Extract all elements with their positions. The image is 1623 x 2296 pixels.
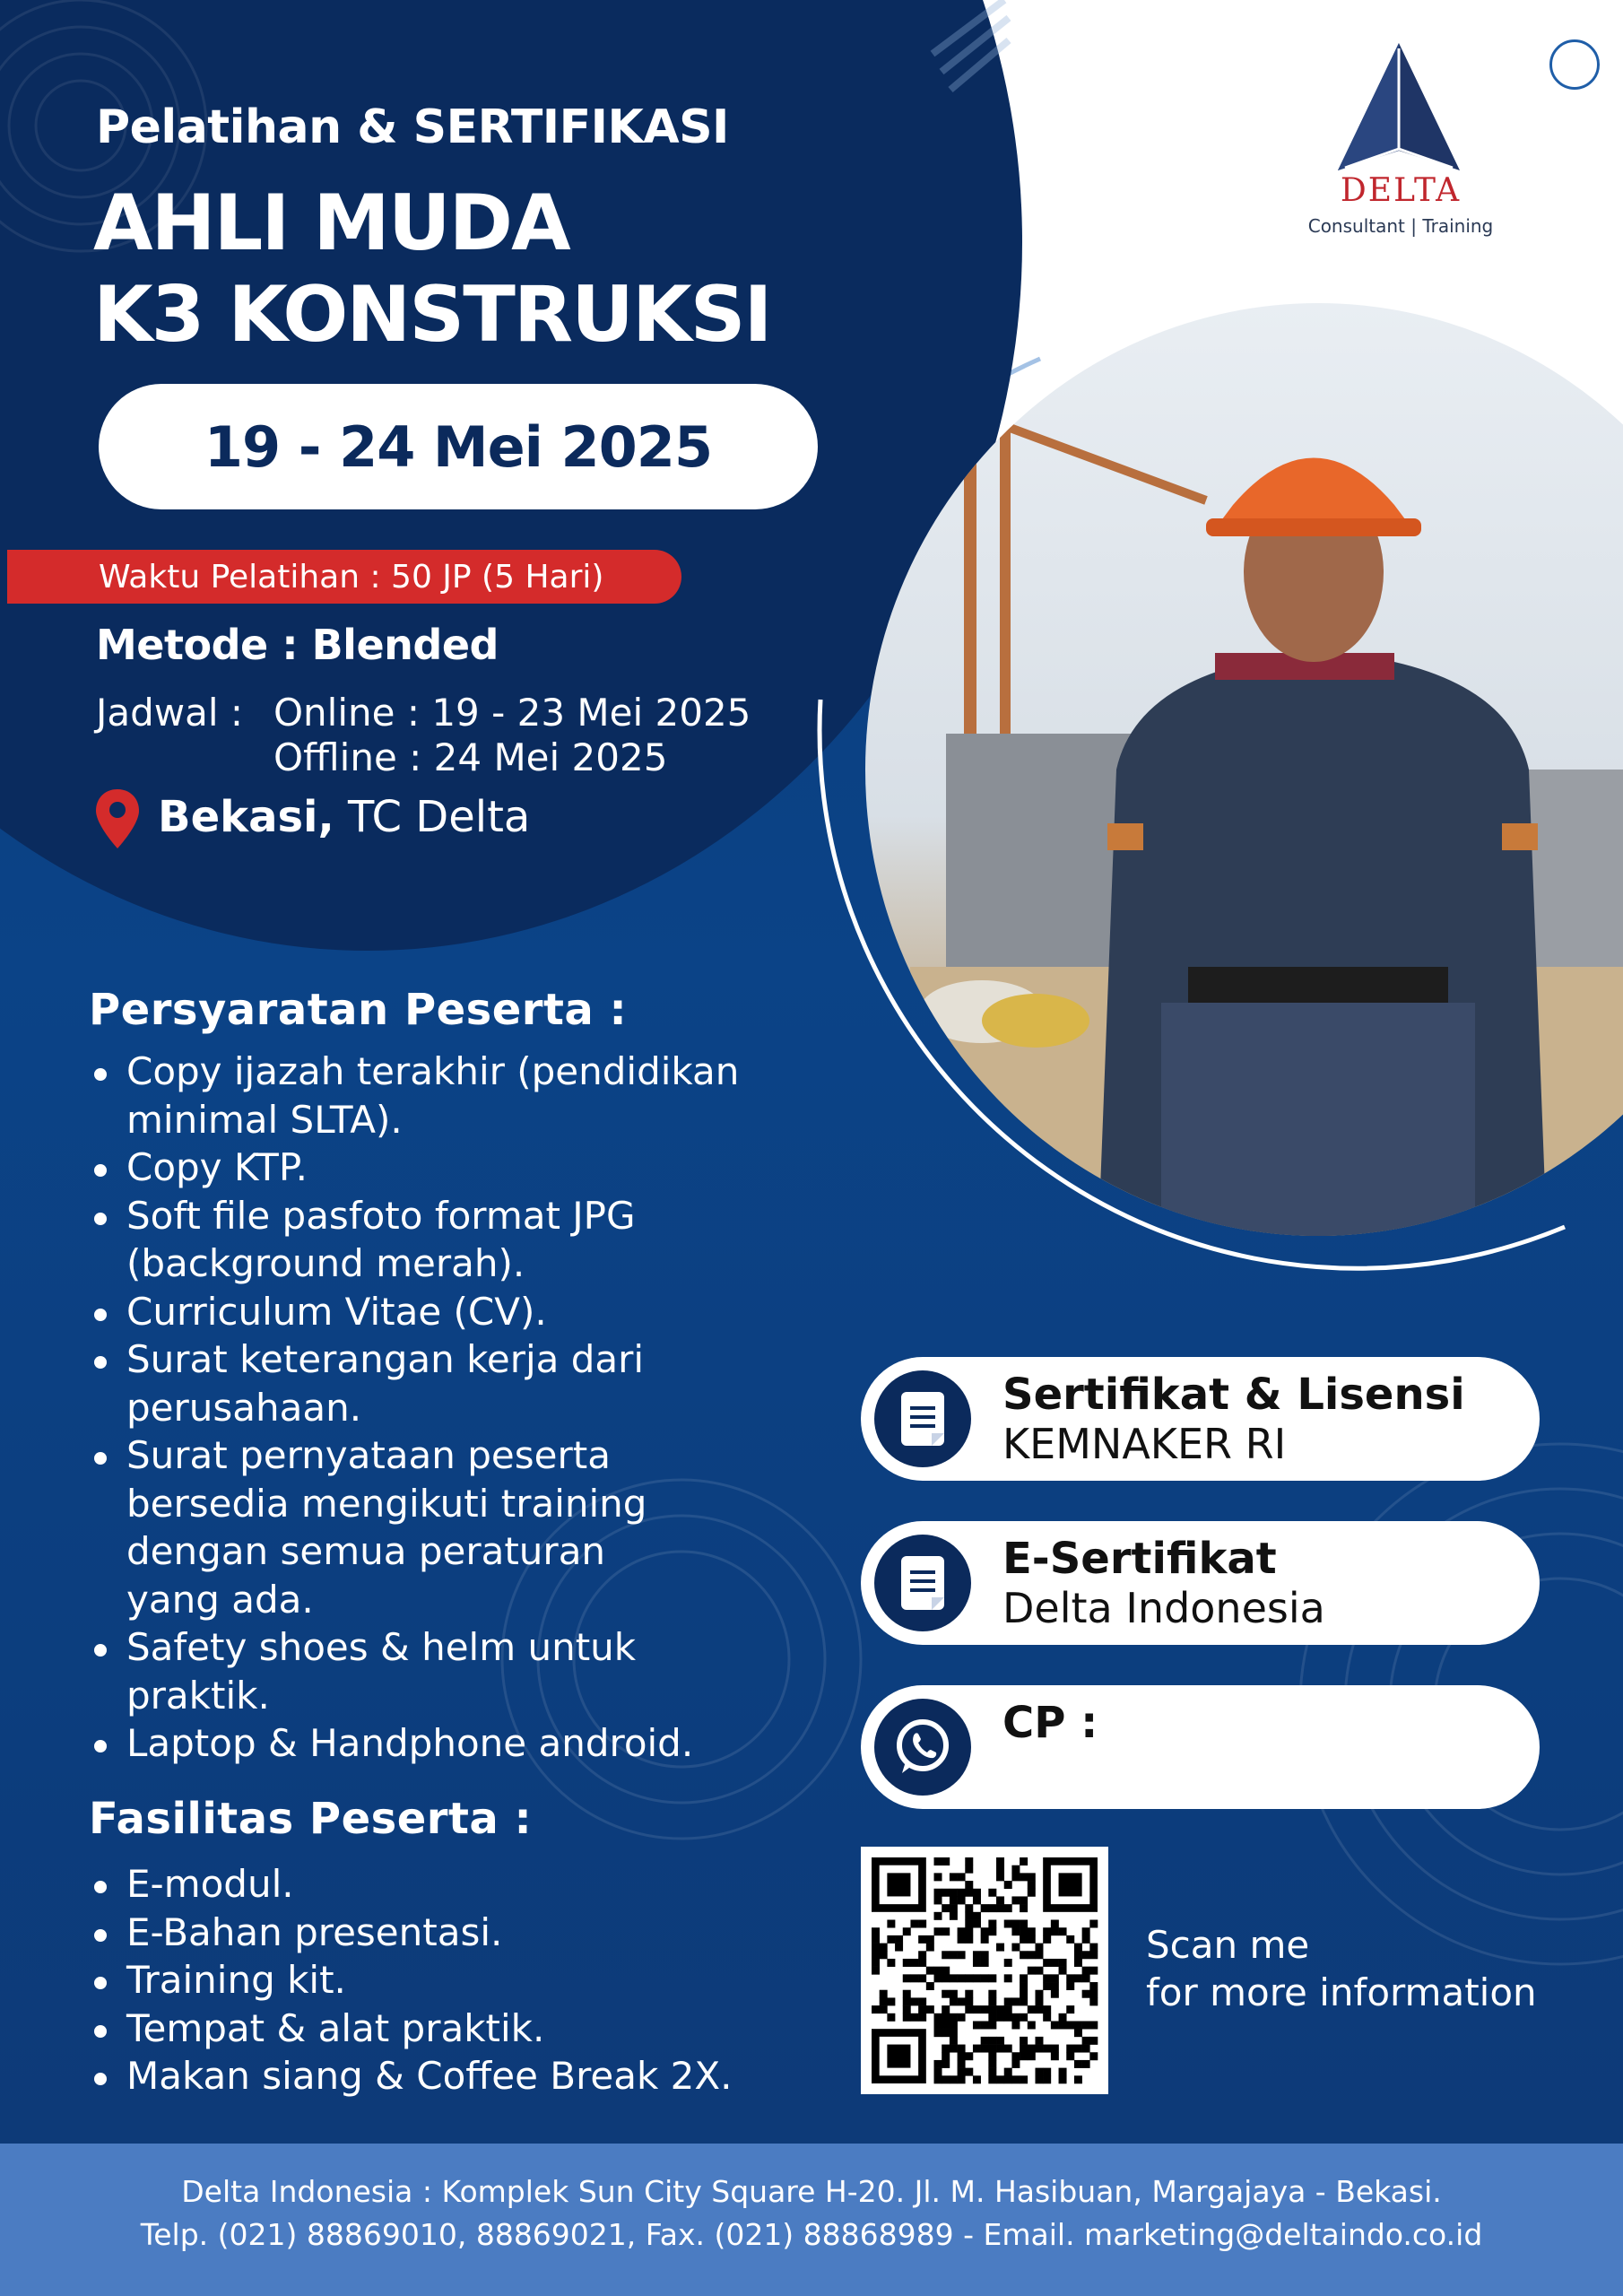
list-item: [87, 1288, 739, 1336]
facilities-list: [87, 1860, 733, 2100]
list-item: [87, 1623, 739, 1719]
list-item-line: praktik.: [126, 1673, 270, 1718]
footer-contact: Telp. (021) 88869010, 88869021, Fax. (021) 88868989 - Email. marketing@deltaindo.co.id: [140, 2217, 1483, 2252]
whatsapp-icon: [874, 1699, 971, 1796]
list-item-line: yang ada.: [126, 1577, 314, 1622]
list-item-line: dengan semua peraturan: [126, 1529, 606, 1573]
list-item-line: perusahaan.: [126, 1385, 362, 1430]
scan-text-2: for more information: [1146, 1970, 1537, 2014]
card-subtitle: KEMNAKER RI: [1002, 1420, 1287, 1468]
schedule-online: Online : 19 - 23 Mei 2025: [273, 691, 751, 735]
list-item-line: Surat pernyataan peserta: [126, 1433, 611, 1477]
logo-name: DELTA: [1340, 172, 1462, 209]
footer-address: Delta Indonesia : Komplek Sun City Square H-20. Jl. M. Hasibuan, Margajaya - Bekasi.: [181, 2174, 1442, 2209]
document-icon: [874, 1370, 971, 1467]
schedule-offline: Offline : 24 Mei 2025: [273, 735, 668, 779]
title-line-1: AHLI MUDA: [93, 178, 569, 268]
logo-tagline: Consultant | Training: [1307, 215, 1494, 237]
footer: [0, 2144, 1623, 2296]
list-item-line: Copy KTP.: [126, 1145, 308, 1189]
page-title: [93, 178, 771, 361]
date-pill: [99, 384, 818, 509]
list-item-line: E-Bahan presentasi.: [126, 1909, 503, 1954]
list-item: [87, 1860, 733, 1909]
card-title: E-Sertifikat: [1002, 1534, 1277, 1584]
method-text: Metode : Blended: [96, 621, 499, 669]
list-item-line: Surat keterangan kerja dari: [126, 1337, 645, 1381]
location-text: [158, 792, 530, 842]
requirements-list: [87, 1048, 739, 1768]
duration-text: Waktu Pelatihan : 50 JP (5 Hari): [99, 558, 604, 596]
card-title: Sertifikat & Lisensi: [1002, 1370, 1465, 1420]
list-item-line: Copy ijazah terakhir (pendidikan: [126, 1049, 740, 1093]
construction-worker-illustration: [865, 303, 1623, 1236]
location-venue: TC Delta: [334, 792, 531, 842]
list-item-line: E-modul.: [126, 1862, 294, 1906]
list-item-line: Makan siang & Coffee Break 2X.: [126, 2054, 733, 2098]
list-item: [87, 2005, 733, 2053]
location-city: Bekasi,: [158, 792, 334, 842]
list-item: [87, 1192, 739, 1288]
list-item-line: Safety shoes & helm untuk: [126, 1625, 637, 1669]
list-item-line: Laptop & Handphone android.: [126, 1721, 694, 1765]
list-item-line: Curriculum Vitae (CV).: [126, 1289, 547, 1334]
list-item: [87, 1144, 739, 1192]
list-item-line: Soft file pasfoto format JPG: [126, 1193, 636, 1238]
list-item: [87, 1431, 739, 1623]
list-item: [87, 1335, 739, 1431]
card-title: CP :: [1002, 1698, 1098, 1748]
list-item: [87, 1048, 739, 1144]
title-line-2: K3 KONSTRUKSI: [93, 270, 771, 360]
list-item: [87, 1719, 739, 1768]
list-item-line: minimal SLTA).: [126, 1097, 403, 1142]
document-icon: [874, 1535, 971, 1631]
requirements-heading: Persyaratan Peserta :: [89, 985, 628, 1035]
duration-badge: [7, 550, 681, 604]
date-text: 19 - 24 Mei 2025: [204, 413, 713, 480]
card-e-certificate: [861, 1521, 1540, 1645]
list-item-line: bersedia mengikuti training: [126, 1481, 647, 1526]
card-certificate-license: [861, 1357, 1540, 1481]
worker-photo: [865, 303, 1623, 1236]
schedule-label: Jadwal :: [96, 691, 244, 735]
scan-text-1: Scan me: [1146, 1923, 1310, 1967]
list-item-line: (background merah).: [126, 1241, 525, 1285]
list-item: [87, 2052, 733, 2100]
list-item: [87, 1909, 733, 1957]
card-contact[interactable]: [861, 1685, 1540, 1809]
card-subtitle: Delta Indonesia: [1002, 1584, 1325, 1632]
list-item: [87, 1956, 733, 2005]
list-item-line: Training kit.: [126, 1958, 346, 2002]
list-item-line: Tempat & alat praktik.: [126, 2005, 545, 2050]
facilities-heading: Fasilitas Peserta :: [89, 1794, 533, 1844]
location-pin-icon: [96, 789, 139, 848]
subtitle: Pelatihan & SERTIFIKASI: [96, 100, 729, 154]
decorative-ring: [1549, 39, 1600, 90]
qr-code[interactable]: [861, 1847, 1108, 2094]
